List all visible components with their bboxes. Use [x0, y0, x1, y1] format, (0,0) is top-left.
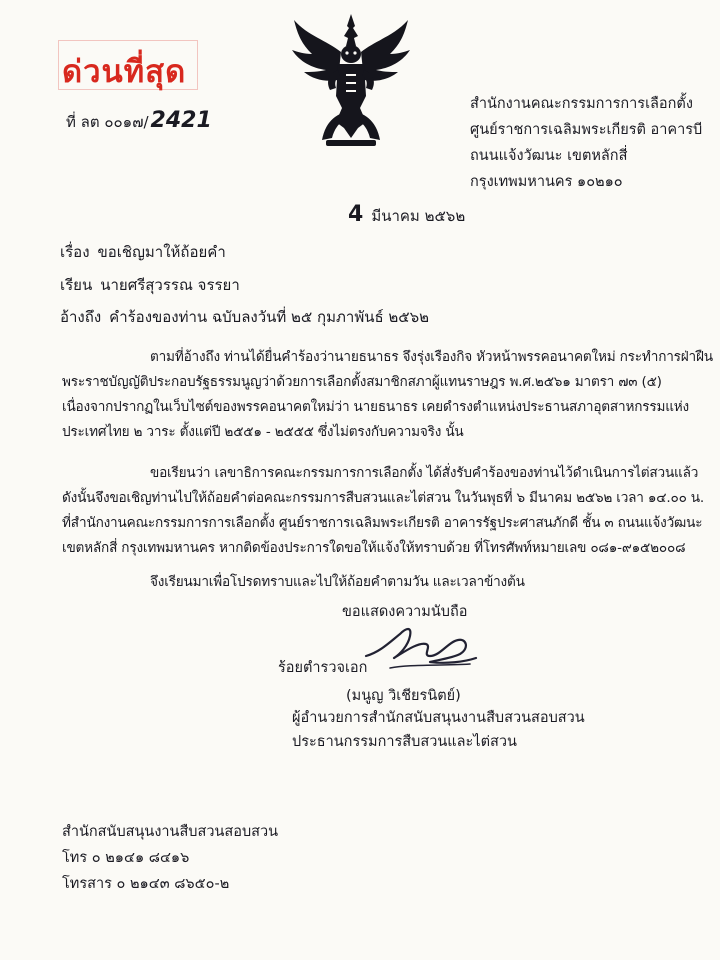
reference-value: คำร้องของท่าน ฉบับลงวันที่ ๒๕ กุมภาพันธ์ ๒๕๖๒	[109, 308, 430, 326]
sender-address-line3: ถนนแจ้งวัฒนะ เขตหลักสี่	[470, 148, 628, 164]
body-paragraph2-line4: เขตหลักสี่ กรุงเทพมหานคร หากติดข้องประการใดขอให้แจ้งให้ทราบด้วย ที่โทรศัพท์หมายเลข ๐๘๑-๙๑๕๒๐๐๘	[62, 540, 686, 556]
date-month-year: มีนาคม ๒๕๖๒	[371, 207, 466, 225]
salutation-line	[60, 273, 240, 297]
reference-label: อ้างถึง	[60, 308, 102, 326]
subject-label: เรื่อง	[60, 243, 90, 261]
reference-line	[60, 305, 429, 329]
urgency-stamp: ด่วนที่สุด	[62, 54, 187, 90]
closing-phrase: ขอแสดงความนับถือ	[342, 604, 468, 620]
sender-address-line4: กรุงเทพมหานคร ๑๐๒๑๐	[470, 174, 623, 190]
body-paragraph2-line2: ดังนั้นจึงขอเชิญท่านไปให้ถ้อยคำต่อคณะกรรมการสืบสวนและไต่สวน ในวันพุธที่ ๖ มีนาคม ๒๕๖๒ เวลา ๑๔.๐๐ น.	[62, 490, 705, 506]
body-paragraph3-line1: จึงเรียนมาเพื่อโปรดทราบและไปให้ถ้อยคำตามวัน และเวลาข้างต้น	[150, 574, 525, 590]
body-paragraph1-line1: ตามที่อ้างถึง ท่านได้ยื่นคำร้องว่านายธนาธร จึงรุ่งเรืองกิจ หัวหน้าพรรคอนาคตใหม่ กระทำการฝ่าฝืน	[150, 349, 713, 365]
body-paragraph1-line2: พระราชบัญญัติประกอบรัฐธรรมนูญว่าด้วยการเลือกตั้งสมาชิกสภาผู้แทนราษฎร พ.ศ.๒๕๖๑ มาตรา ๗๓ (๕)	[62, 374, 662, 390]
body-paragraph1-line4: ประเทศไทย ๒ วาระ ตั้งแต่ปี ๒๕๕๑ - ๒๕๕๕ ซึ่งไม่ตรงกับความจริง นั้น	[62, 424, 464, 440]
signer-name: (มนูญ วิเชียรนิตย์)	[346, 688, 461, 704]
salutation-value: นายศรีสุวรรณ จรรยา	[100, 276, 240, 294]
letter-date	[348, 202, 465, 228]
garuda-emblem-icon	[286, 10, 416, 150]
salutation-label: เรียน	[60, 276, 93, 294]
handwritten-signature-icon	[360, 612, 480, 676]
footer-phone: โทร ๐ ๒๑๔๑ ๘๔๑๖	[62, 850, 190, 866]
body-paragraph2-line3: ที่สำนักงานคณะกรรมการการเลือกตั้ง ศูนย์ราชการเฉลิมพระเกียรติ อาคารรัฐประศาสนภักดี ชั้น ๓ ถนนแจ้งวัฒนะ	[62, 515, 703, 531]
signer-position-1: ผู้อำนวยการสำนักสนับสนุนงานสืบสวนสอบสวน	[292, 710, 585, 726]
document-number-prefix: ที่ ลต ๐๐๑๗/	[66, 113, 149, 131]
body-paragraph1-line3: เนื่องจากปรากฏในเว็บไซต์ของพรรคอนาคตใหม่ว่า นายธนาธร เคยดำรงตำแหน่งประธานสภาอุตสาหกรรมแห่ง	[62, 399, 689, 415]
signer-rank: ร้อยตำรวจเอก	[278, 660, 368, 676]
subject-value: ขอเชิญมาให้ถ้อยคำ	[97, 243, 226, 261]
date-day-handwritten: 4	[348, 202, 364, 227]
footer-fax: โทรสาร ๐ ๒๑๔๓ ๘๖๕๐-๒	[62, 876, 230, 892]
subject-line	[60, 240, 226, 264]
signer-position-2: ประธานกรรมการสืบสวนและไต่สวน	[292, 734, 517, 750]
body-paragraph2-line1: ขอเรียนว่า เลขาธิการคณะกรรมการการเลือกตั้ง ได้สั่งรับคำร้องของท่านไว้ดำเนินการไต่สวนแล้ว	[150, 465, 699, 481]
sender-address-line2: ศูนย์ราชการเฉลิมพระเกียรติ อาคารบี	[470, 122, 703, 138]
document-number-handwritten: 2421	[150, 108, 212, 133]
document-number	[66, 108, 212, 134]
footer-office: สำนักสนับสนุนงานสืบสวนสอบสวน	[62, 824, 279, 840]
sender-address-line1: สำนักงานคณะกรรมการการเลือกตั้ง	[470, 96, 693, 112]
